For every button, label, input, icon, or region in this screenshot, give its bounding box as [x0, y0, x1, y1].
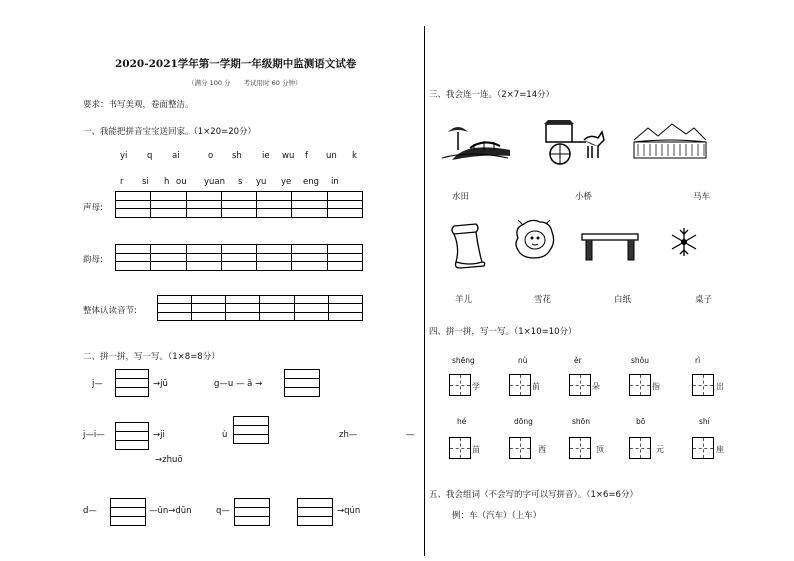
q1-syllable: ou: [176, 177, 187, 187]
match-label-bottom[interactable]: 羊儿: [455, 295, 473, 305]
q1-syllable: wu: [282, 151, 295, 161]
q1-syllable: f: [305, 151, 308, 161]
q2-item: d—: [83, 506, 97, 516]
zhengti-grid[interactable]: [157, 295, 363, 321]
pinyin-writing-box[interactable]: [234, 498, 270, 526]
q1-syllable: q: [147, 151, 153, 161]
q4-char: 苗: [472, 445, 480, 454]
q1-syllable: sh: [232, 151, 242, 161]
q2-item: —ūn→dūn: [149, 506, 192, 516]
pinyin-writing-box[interactable]: [110, 498, 146, 526]
shengmu-label: 声母:: [83, 203, 103, 213]
sheep-picture[interactable]: [510, 216, 558, 264]
q1-syllable: s: [238, 177, 243, 187]
q1-syllable: un: [326, 151, 337, 161]
requirement-text: 要求：书写美观，卷面整洁。: [83, 100, 194, 110]
tianzi-box[interactable]: [569, 437, 591, 459]
page-title: 2020-2021学年第一学期一年级期中监测语文试卷: [115, 58, 357, 70]
q3-heading: 三、我会连一连。（2×7=14分）: [429, 90, 555, 100]
pinyin-writing-box[interactable]: [297, 498, 333, 526]
match-label-bottom[interactable]: 桌子: [695, 295, 713, 305]
q4-char: 西: [538, 445, 546, 454]
match-label-top[interactable]: 小桥: [575, 192, 593, 202]
q4-char: 顶: [596, 445, 604, 454]
q4-pinyin: shōn: [572, 417, 591, 426]
q2-item: q—: [216, 506, 230, 516]
q4-char: 座: [716, 445, 724, 454]
shengmu-grid[interactable]: [115, 191, 363, 218]
q1-syllable: yi: [120, 151, 128, 161]
q5-example: 例：车（汽车）（上车）: [452, 511, 542, 521]
tianzi-box[interactable]: [629, 374, 651, 396]
q1-syllable: yu: [256, 177, 267, 187]
q4-pinyin: shǒu: [631, 356, 650, 365]
horse-carriage-picture[interactable]: [540, 118, 610, 166]
tianzi-box[interactable]: [449, 437, 471, 459]
table-picture[interactable]: [580, 232, 640, 262]
q4-pinyin: nù: [518, 356, 528, 365]
q1-syllable: in: [331, 177, 339, 187]
tianzi-box[interactable]: [569, 374, 591, 396]
q1-syllable: h: [164, 177, 170, 187]
q4-pinyin: hé: [457, 417, 467, 426]
q4-heading: 四、拼一拼，写一写。（1×10=10分）: [429, 327, 577, 337]
column-divider: [424, 26, 425, 556]
page-subtitle: （满分 100 分 考试用时 60 分钟）: [188, 79, 302, 87]
q1-syllable: ye: [281, 177, 292, 187]
q2-item: j—i—: [83, 430, 105, 440]
q4-char: 朵: [592, 382, 600, 391]
q1-syllable: r: [120, 177, 124, 187]
q4-char: 学: [472, 382, 480, 391]
q2-item: →jū: [153, 379, 168, 389]
match-label-bottom[interactable]: 雪花: [534, 295, 552, 305]
tianzi-box[interactable]: [509, 374, 531, 396]
q1-syllable: ie: [262, 151, 270, 161]
tianzi-box[interactable]: [449, 374, 471, 396]
q2-item: →ji: [153, 430, 165, 440]
rice-paddy-picture[interactable]: [632, 120, 708, 162]
tianzi-box[interactable]: [692, 374, 714, 396]
yunmu-grid[interactable]: [115, 244, 363, 271]
q2-item: →zhuō: [155, 455, 183, 465]
q5-heading: 五、我会组词（不会写的字可以写拼音）。（1×6=6分）: [429, 490, 638, 500]
match-label-bottom[interactable]: 白纸: [614, 295, 632, 305]
q1-syllable: eng: [303, 177, 320, 187]
q4-pinyin: rì: [695, 356, 701, 365]
q4-pinyin: ěr: [574, 356, 582, 365]
q1-syllable: k: [352, 151, 357, 161]
tianzi-box[interactable]: [509, 437, 531, 459]
paper-scroll-picture[interactable]: [446, 222, 490, 270]
tianzi-box[interactable]: [629, 437, 651, 459]
q4-pinyin: bō: [636, 417, 646, 426]
q1-syllable: ai: [172, 151, 180, 161]
pinyin-writing-box[interactable]: [115, 369, 149, 397]
q4-char: 指: [652, 382, 660, 391]
pinyin-writing-box[interactable]: [233, 416, 269, 444]
q4-char: 元: [656, 445, 664, 454]
q1-heading: 一、我能把拼音宝宝送回家。（1×20=20分）: [83, 127, 257, 137]
snowflake-picture[interactable]: [668, 226, 700, 258]
q2-item: zh—: [339, 430, 358, 440]
q2-item: ù: [222, 430, 228, 440]
pinyin-writing-box[interactable]: [115, 422, 149, 450]
match-label-top[interactable]: 水田: [452, 192, 470, 202]
q2-item: g—u — ā →: [214, 379, 263, 389]
q1-syllable: yuan: [204, 177, 226, 187]
yunmu-label: 韵母:: [83, 255, 103, 265]
q4-char: 前: [532, 382, 540, 391]
q2-item: →qún: [337, 506, 361, 516]
q4-char: 出: [716, 382, 724, 391]
paddy-field-bridge-picture[interactable]: [440, 120, 512, 162]
q4-pinyin: dōng: [514, 417, 533, 426]
tianzi-box[interactable]: [692, 437, 714, 459]
q4-pinyin: shí: [699, 417, 710, 426]
q1-syllable: si: [142, 177, 149, 187]
q1-syllable: o: [208, 151, 214, 161]
match-label-top[interactable]: 马车: [693, 192, 711, 202]
q2-item: —: [406, 430, 415, 440]
q4-pinyin: shēng: [452, 356, 475, 365]
q2-item: j—: [92, 379, 103, 389]
q2-heading: 二、拼一拼，写一写。（1×8=8分）: [83, 352, 220, 362]
zhengti-label: 整体认读音节:: [83, 306, 137, 316]
pinyin-writing-box[interactable]: [284, 369, 320, 397]
